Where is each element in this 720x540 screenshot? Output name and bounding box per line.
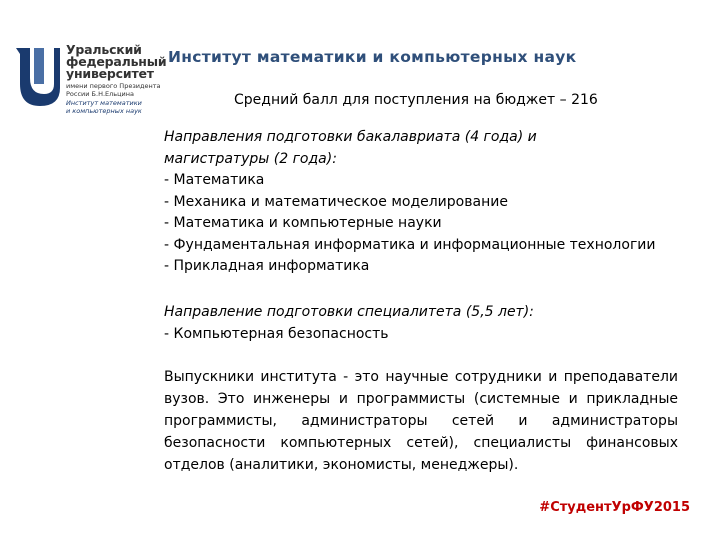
institute-label: Институт математики и компьютерных наук (66, 99, 142, 115)
list-item: - Компьютерная безопасность (164, 325, 389, 342)
university-subtitle: имени первого Президента России Б.Н.Ельцина (66, 82, 161, 98)
hashtag: #СтудентУрФУ2015 (539, 500, 690, 515)
specialist-heading: Направление подготовки специалитета (5,5 лет): (164, 304, 534, 320)
specialist-section (164, 302, 704, 345)
page-title: Институт математики и компьютерных наук (168, 48, 577, 66)
urfu-logo-mark-icon (14, 44, 62, 108)
graduates-paragraph: Выпускники института - это научные сотрудники и преподаватели вузов. Это инженеры и программисты (системные и прикладные программисты, администраторы сетей и администраторы безопасности компьютерных сетей), специалисты финансовых отделов (аналитики, экономисты, менеджеры). (164, 369, 678, 473)
bachelor-heading-line: Направления подготовки бакалавриата (4 года) и (164, 129, 537, 145)
list-item: - Прикладная информатика (164, 258, 370, 274)
list-item: - Фундаментальная информатика и информационные технологии (164, 236, 656, 253)
bachelor-heading-line: магистратуры (2 года): (164, 150, 337, 167)
list-item: - Математика и компьютерные науки (164, 215, 442, 231)
list-item: - Математика (164, 172, 265, 188)
list-item: - Механика и математическое моделирование (164, 193, 508, 210)
average-score: Средний балл для поступления на бюджет – 216 (234, 92, 598, 108)
university-name: Уральский федеральный университет (66, 42, 167, 81)
urfu-logo (14, 42, 167, 134)
bachelor-section (164, 127, 704, 278)
